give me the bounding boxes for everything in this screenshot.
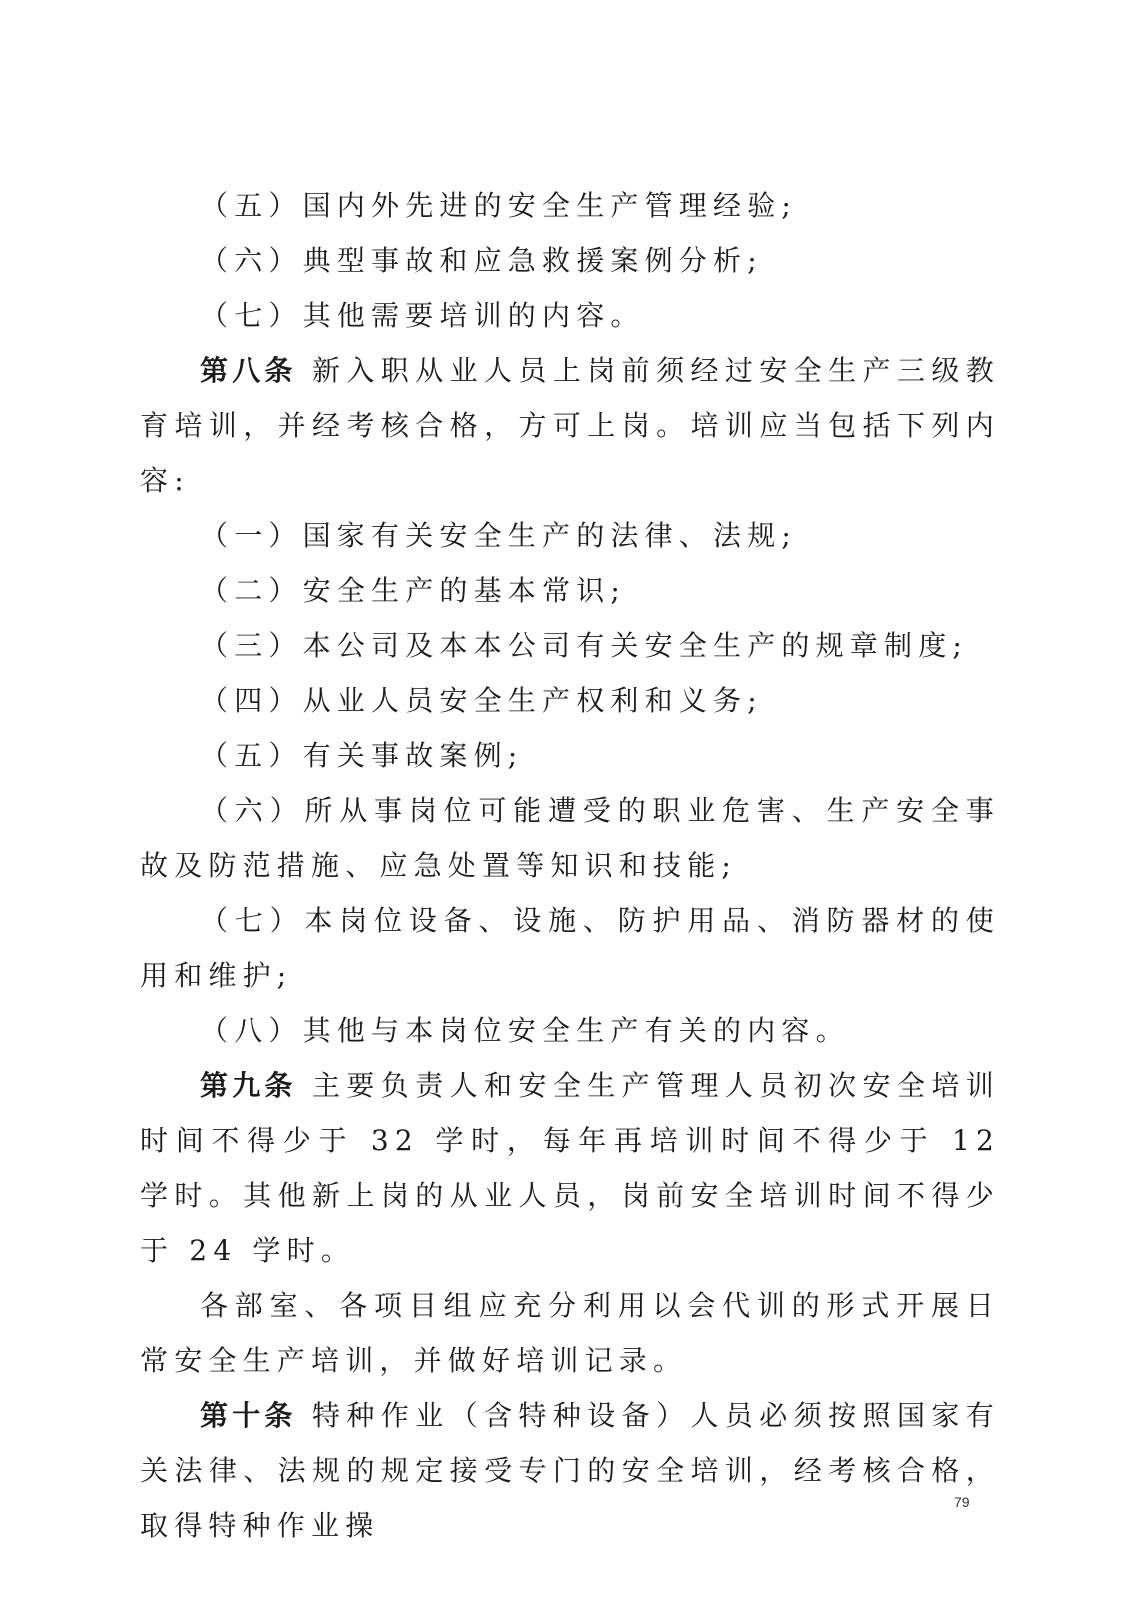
article-heading: 第八条 (200, 354, 297, 387)
article-heading: 第九条 (200, 1069, 297, 1102)
article-paragraph (140, 1388, 1000, 1553)
list-item (140, 673, 1000, 728)
paragraph-text: （二）安全生产的基本常识; (200, 574, 627, 607)
list-item (140, 563, 1000, 618)
paragraph-text: （七）本岗位设备、设施、防护用品、消防器材的使用和维护; (140, 904, 1000, 992)
paragraph-text: （六）所从事岗位可能遭受的职业危害、生产安全事故及防范措施、应急处置等知识和技能; (140, 794, 1000, 882)
list-item (140, 1003, 1000, 1058)
paragraph-text: （六）典型事故和应急救援案例分析; (200, 244, 763, 277)
document-body (140, 178, 1000, 1553)
list-item (140, 728, 1000, 783)
paragraph-text: 各部室、各项目组应充分利用以会代训的形式开展日常安全生产培训，并做好培训记录。 (140, 1289, 1000, 1377)
paragraph-text: （八）其他与本岗位安全生产有关的内容。 (200, 1014, 850, 1047)
paragraph-text: （三）本公司及本本公司有关安全生产的规章制度; (200, 629, 969, 662)
list-item (140, 508, 1000, 563)
body-paragraph (140, 1278, 1000, 1388)
paragraph-text: 特种作业（含特种设备）人员必须按照国家有关法律、法规的规定接受专门的安全培训，经考核合格，取得特种作业操 (140, 1399, 1000, 1542)
article-heading: 第十条 (200, 1399, 297, 1432)
article-paragraph (140, 343, 1000, 508)
list-item (140, 618, 1000, 673)
list-item (140, 783, 1000, 893)
paragraph-text: 新入职从业人员上岗前须经过安全生产三级教育培训，并经考核合格，方可上岗。培训应当包括下列内容: (140, 354, 1000, 497)
paragraph-text: （五）国内外先进的安全生产管理经验; (200, 189, 798, 222)
list-item (140, 178, 1000, 233)
list-item (140, 288, 1000, 343)
paragraph-text: （四）从业人员安全生产权利和义务; (200, 684, 763, 717)
paragraph-text: （一）国家有关安全生产的法律、法规; (200, 519, 798, 552)
paragraph-text: 主要负责人和安全生产管理人员初次安全培训时间不得少于 32 学时，每年再培训时间不得少于 12 学时。其他新上岗的从业人员，岗前安全培训时间不得少于 24 学时。 (140, 1069, 1000, 1267)
article-paragraph (140, 1058, 1000, 1278)
paragraph-text: （七）其他需要培训的内容。 (200, 299, 645, 332)
page-number: 79 (954, 1494, 970, 1510)
list-item (140, 893, 1000, 1003)
paragraph-text: （五）有关事故案例; (200, 739, 524, 772)
list-item (140, 233, 1000, 288)
